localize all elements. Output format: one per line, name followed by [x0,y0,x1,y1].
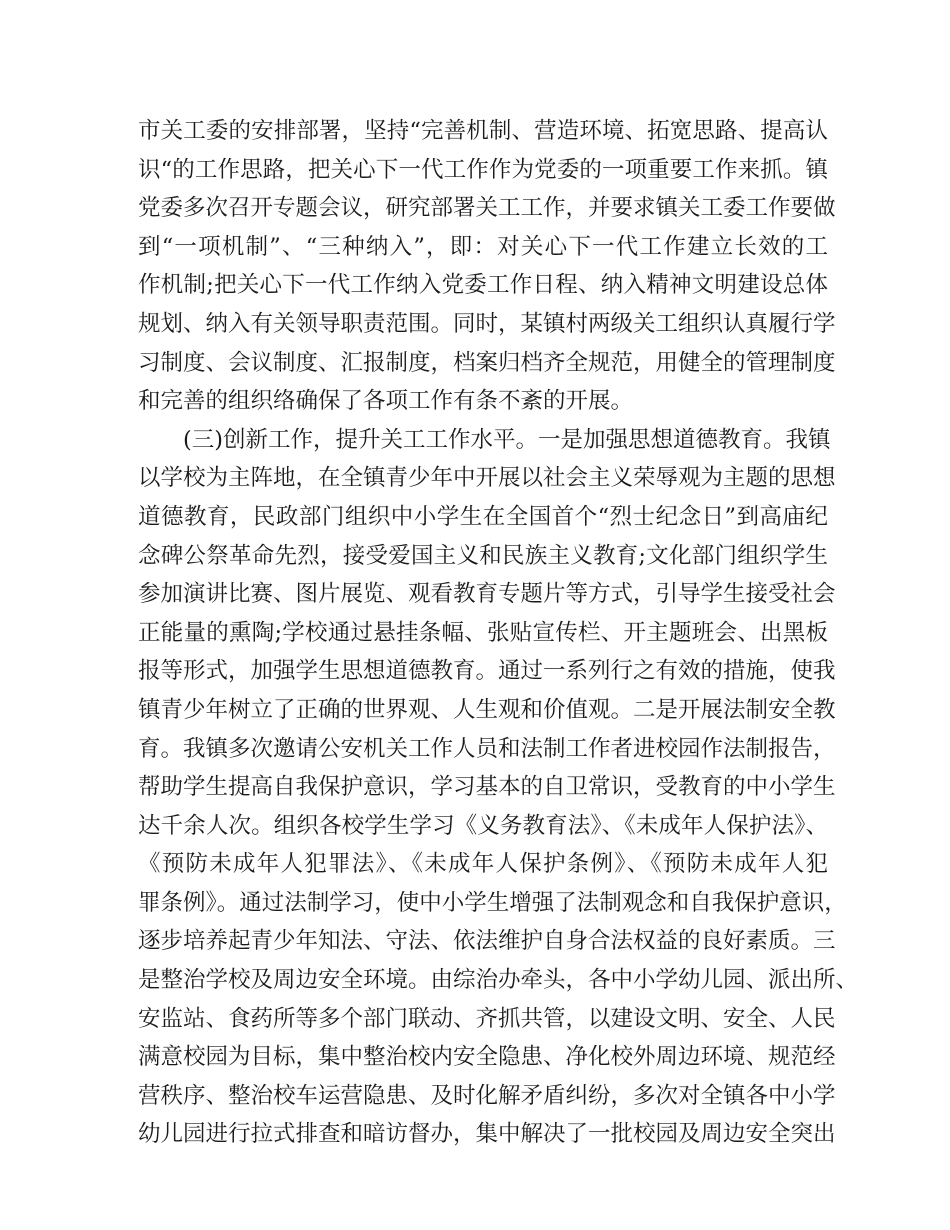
text-line: 参加演讲比赛、图片展览、观看教育专题片等方式，引导学生接受社会 [138,581,836,608]
text-line: 镇青少年树立了正确的世界观、人生观和价值观。二是开展法制安全教 [138,696,836,723]
text-line: 满意校园为目标，集中整治校内安全隐患、净化校外周边环境、规范经 [138,1044,836,1071]
text-line: 规划、纳入有关领导职责范围。同时，某镇村两级关工组织认真履行学 [138,310,836,337]
text-line: 罪条例》。通过法制学习，使中小学生增强了法制观念和自我保护意识， [138,889,847,916]
text-line: 幼儿园进行拉式排查和暗访督办，集中解决了一批校园及周边安全突出 [138,1121,836,1148]
text-line: 逐步培养起青少年知法、守法、依法维护自身合法权益的良好素质。三 [138,928,836,955]
text-line: 是整治学校及周边安全环境。由综治办牵头，各中小学幼儿园、派出所、 [138,967,859,994]
text-line: 营秩序、整治校车运营隐患、及时化解矛盾纠纷，多次对全镇各中小学 [138,1082,836,1109]
text-line: 达千余人次。组织各校学生学习《义务教育法》、《未成年人保护法》、 [138,812,828,839]
text-line: 党委多次召开专题会议，研究部署关工工作，并要求镇关工委工作要做 [138,195,836,222]
text-line: 念碑公祭革命先烈，接受爱国主义和民族主义教育;文化部门组织学生 [138,542,828,569]
text-line: 正能量的熏陶;学校通过悬挂条幅、张贴宣传栏、开主题班会、出黑板 [138,619,828,646]
text-line: 习制度、会议制度、汇报制度，档案归档齐全规范，用健全的管理制度 [138,349,836,376]
text-line: 道德教育，民政部门组织中小学生在全国首个“烈士纪念日”到高庙纪 [138,503,828,530]
text-line: (三)创新工作，提升关工工作水平。一是加强思想道德教育。我镇 [138,426,831,453]
text-line: 安监站、食药所等多个部门联动、齐抓共管，以建设文明、安全、人民 [138,1005,836,1032]
text-line: 帮助学生提高自我保护意识，学习基本的自卫常识，受教育的中小学生 [138,774,836,801]
text-line: 以学校为主阵地，在全镇青少年中开展以社会主义荣辱观为主题的思想 [138,465,836,492]
text-line: 市关工委的安排部署，坚持“完善机制、营造环境、拓宽思路、提高认 [138,118,828,144]
text-line: 报等形式，加强学生思想道德教育。通过一系列行之有效的措施，使我 [138,658,836,685]
text-line: 《预防未成年人犯罪法》、《未成年人保护条例》、《预防未成年人犯 [138,851,828,878]
text-line: 和完善的组织络确保了各项工作有条不紊的开展。 [138,388,634,415]
text-line: 到“一项机制”、“三种纳入”，即：对关心下一代工作建立长效的工 [138,233,828,260]
body-text [138,112,859,1154]
text-line: 识“的工作思路，把关心下一代工作作为党委的一项重要工作来抓。镇 [138,156,828,183]
text-line: 作机制;把关心下一代工作纳入党委工作日程、纳入精神文明建设总体 [138,272,828,299]
text-line: 育。我镇多次邀请公安机关工作人员和法制工作者进校园作法制报告， [138,735,836,762]
